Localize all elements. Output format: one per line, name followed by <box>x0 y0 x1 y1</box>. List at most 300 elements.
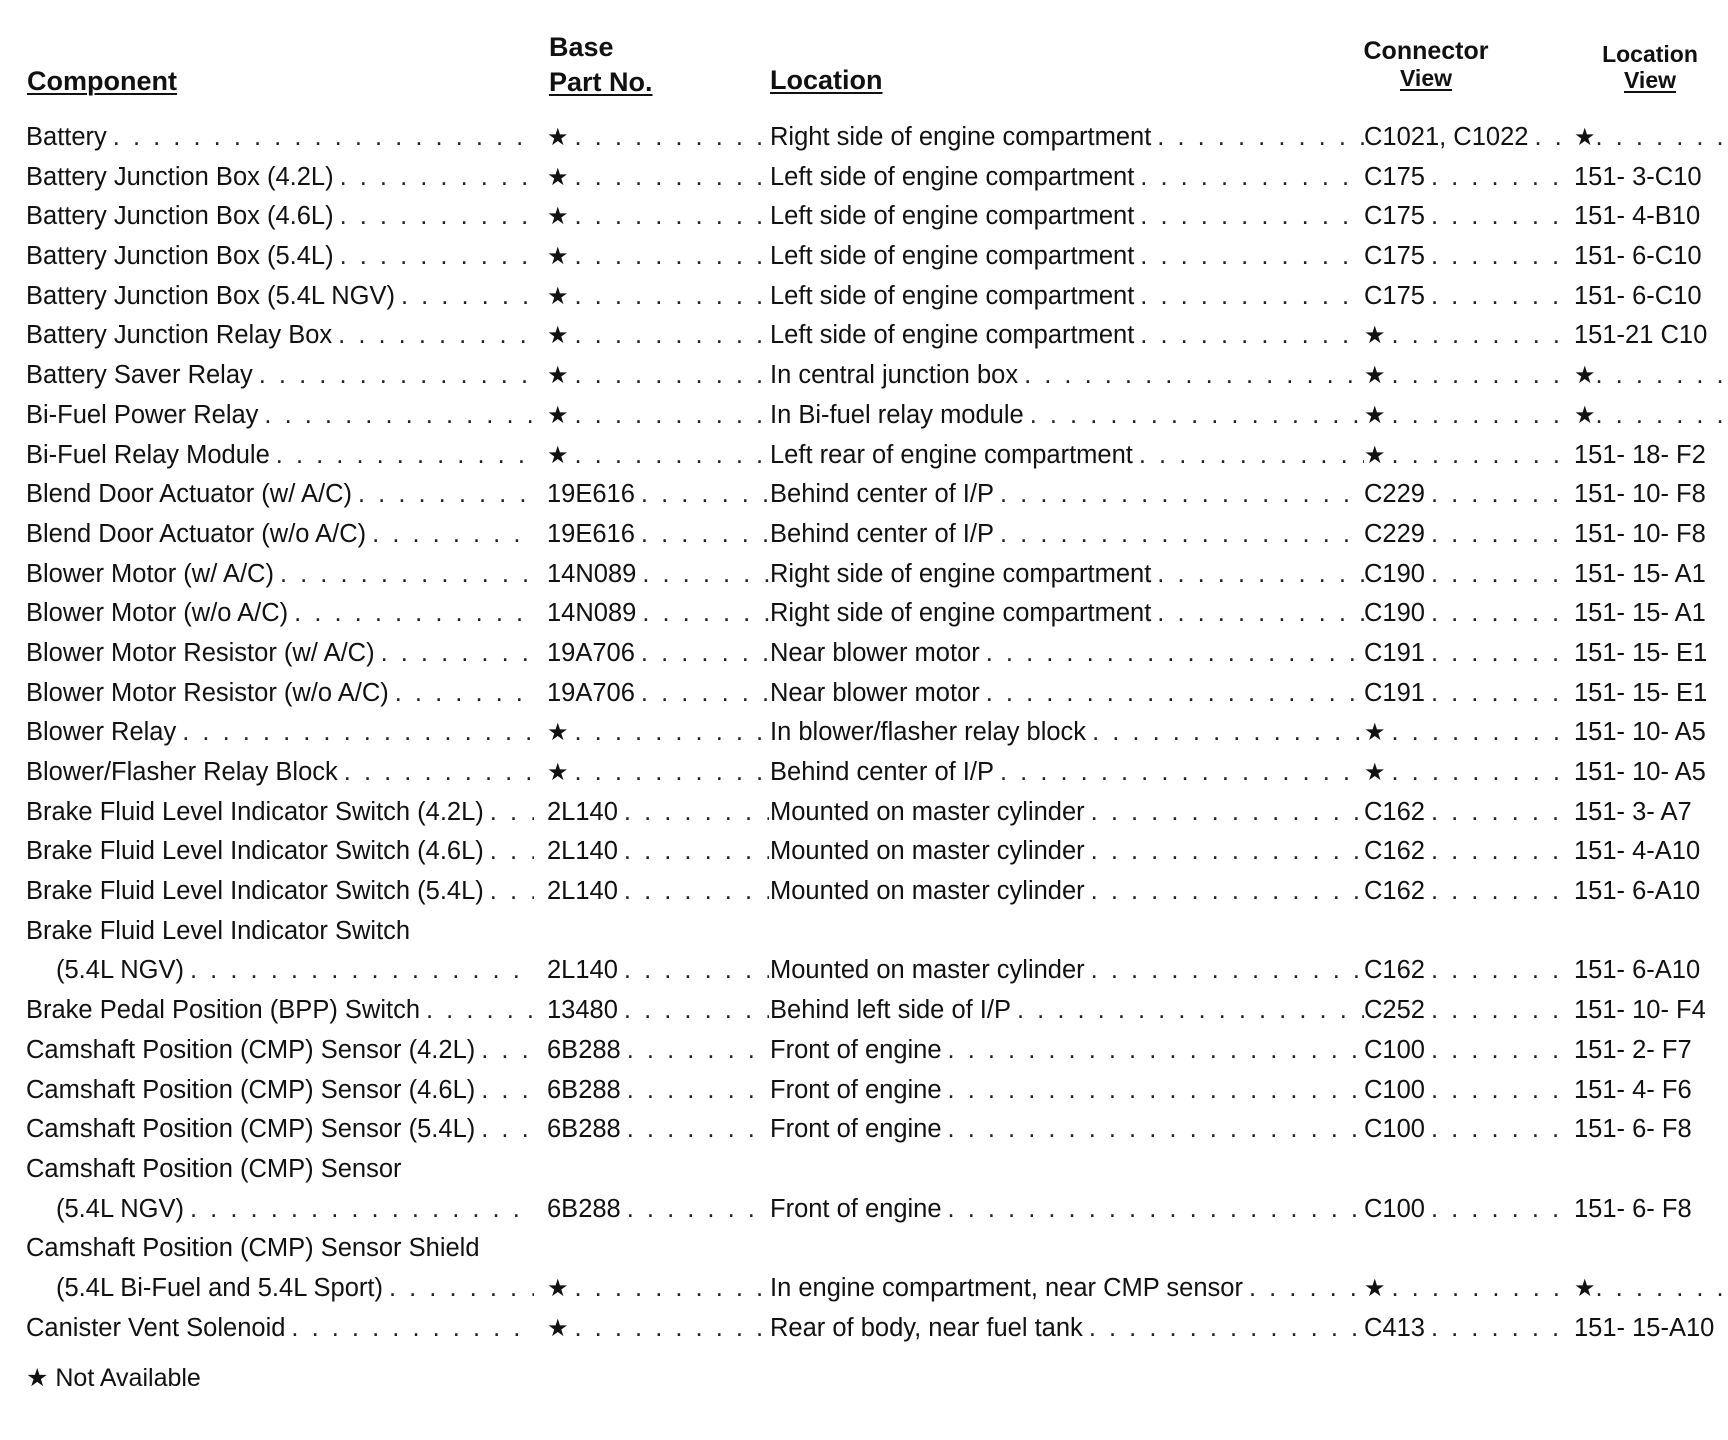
dot-leader <box>1392 356 1576 396</box>
connector-view-cell <box>1364 1071 1576 1111</box>
location-view-cell-text: 151- 4-B10 <box>1574 197 1700 237</box>
connector-view-cell <box>1364 991 1576 1031</box>
location-view-cell <box>1574 515 1728 555</box>
dot-leader <box>291 1309 534 1349</box>
location-cell <box>770 832 1364 872</box>
location-view-cell-text: 151- 10- F4 <box>1574 991 1706 1031</box>
dot-leader <box>1431 1071 1576 1111</box>
dot-leader <box>624 832 769 872</box>
dot-leader <box>426 991 534 1031</box>
part-number-cell-text: ★ <box>547 277 575 317</box>
location-cell-text: Left side of engine compartment <box>770 158 1140 198</box>
location-cell <box>770 1031 1364 1071</box>
location-cell <box>770 1269 1364 1309</box>
table-row <box>0 1071 1728 1111</box>
location-view-cell-text: ★ <box>1574 356 1596 396</box>
location-cell-text: Front of engine <box>770 1110 948 1150</box>
location-view-cell <box>1574 951 1728 991</box>
part-number-cell-text: 14N089 <box>547 555 642 595</box>
dot-leader <box>948 1190 1364 1230</box>
location-cell <box>770 674 1364 714</box>
dot-leader <box>344 753 534 793</box>
location-cell <box>770 951 1364 991</box>
location-view-cell-text: 151- 6-C10 <box>1574 277 1702 317</box>
location-cell <box>770 713 1364 753</box>
location-cell <box>770 356 1364 396</box>
table-row <box>0 316 1728 356</box>
part-number-cell-text: ★ <box>547 1269 575 1309</box>
location-view-cell <box>1574 197 1728 237</box>
component-cell <box>26 1309 534 1349</box>
table-row <box>0 356 1728 396</box>
connector-view-cell-text: C229 <box>1364 515 1431 555</box>
location-cell <box>770 277 1364 317</box>
location-cell-text: Mounted on master cylinder <box>770 872 1091 912</box>
component-cell-text: Battery Junction Box (4.2L) <box>26 158 340 198</box>
dot-leader <box>1392 436 1576 476</box>
component-cell <box>26 396 534 436</box>
dot-leader <box>1392 316 1576 356</box>
connector-view-cell <box>1364 1150 1576 1190</box>
component-cell <box>26 555 534 595</box>
dot-leader <box>1089 1309 1364 1349</box>
location-cell-text: Right side of engine compartment <box>770 118 1157 158</box>
dot-leader <box>1140 237 1364 277</box>
dot-leader <box>641 674 769 714</box>
connector-view-cell-text: C252 <box>1364 991 1431 1031</box>
component-cell-text: Camshaft Position (CMP) Sensor (5.4L) <box>26 1110 481 1150</box>
location-cell-text: Front of engine <box>770 1071 948 1111</box>
header-locview-line2: View <box>1624 67 1676 93</box>
dot-leader <box>113 118 534 158</box>
dot-leader <box>624 793 769 833</box>
dot-leader <box>1140 158 1364 198</box>
table-row <box>0 951 1728 991</box>
component-cell-text: Camshaft Position (CMP) Sensor <box>26 1150 408 1190</box>
location-view-cell-text: ★ <box>1574 396 1596 436</box>
dot-leader <box>1392 753 1576 793</box>
location-view-cell-text: 151- 15- A1 <box>1574 594 1706 634</box>
dot-leader <box>641 475 769 515</box>
part-number-cell <box>547 118 769 158</box>
part-number-cell-text: 19A706 <box>547 634 641 674</box>
location-cell <box>770 793 1364 833</box>
location-cell-text: Right side of engine compartment <box>770 594 1157 634</box>
component-cell <box>26 832 534 872</box>
part-number-cell <box>547 475 769 515</box>
location-view-cell <box>1574 832 1728 872</box>
dot-leader <box>294 594 534 634</box>
connector-view-cell <box>1364 753 1576 793</box>
connector-view-cell-text: ★ <box>1364 753 1392 793</box>
connector-view-cell-text: C190 <box>1364 594 1431 634</box>
dot-leader <box>1157 594 1364 634</box>
dot-leader <box>1596 356 1728 396</box>
dot-leader <box>481 1071 534 1111</box>
part-number-cell <box>547 1071 769 1111</box>
location-cell-text: Behind center of I/P <box>770 515 1000 555</box>
dot-leader <box>1596 396 1728 436</box>
dot-leader <box>1596 118 1728 158</box>
part-number-cell <box>547 951 769 991</box>
part-number-cell-text: 19E616 <box>547 475 641 515</box>
footnote-not-available: ★ Not Available <box>26 1364 201 1392</box>
dot-leader <box>948 1071 1364 1111</box>
location-view-cell-text: 151- 3-C10 <box>1574 158 1702 198</box>
header-connector-line2: View <box>1400 65 1452 91</box>
part-number-cell-text: ★ <box>547 356 575 396</box>
dot-leader <box>1140 277 1364 317</box>
connector-view-cell <box>1364 713 1576 753</box>
connector-view-cell <box>1364 555 1576 595</box>
table-row <box>0 991 1728 1031</box>
connector-view-cell-text: C175 <box>1364 158 1431 198</box>
location-view-cell <box>1574 316 1728 356</box>
component-cell-text: (5.4L NGV) <box>56 1190 190 1230</box>
header-base-line1: Base <box>549 32 614 62</box>
component-cell <box>26 1229 534 1269</box>
connector-view-cell-text: C100 <box>1364 1071 1431 1111</box>
location-view-cell <box>1574 1110 1728 1150</box>
location-view-cell-text: 151- 6- F8 <box>1574 1190 1692 1230</box>
part-number-cell-text: ★ <box>547 316 575 356</box>
part-number-cell <box>547 356 769 396</box>
part-number-cell <box>547 1229 769 1269</box>
part-number-cell <box>547 237 769 277</box>
dot-leader <box>381 634 534 674</box>
component-cell-text: Battery Junction Box (5.4L NGV) <box>26 277 401 317</box>
location-cell <box>770 912 1364 952</box>
connector-view-cell <box>1364 1190 1576 1230</box>
connector-view-cell-text: C191 <box>1364 634 1431 674</box>
location-cell <box>770 555 1364 595</box>
dot-leader <box>1092 713 1364 753</box>
table-row <box>0 555 1728 595</box>
location-view-cell <box>1574 1071 1728 1111</box>
location-cell-text: Front of engine <box>770 1190 948 1230</box>
dot-leader <box>627 1190 769 1230</box>
connector-view-cell-text: ★ <box>1364 356 1392 396</box>
location-cell <box>770 475 1364 515</box>
part-number-cell-text: 2L140 <box>547 872 624 912</box>
component-cell-text: Blend Door Actuator (w/ A/C) <box>26 475 358 515</box>
table-row <box>0 912 1728 952</box>
dot-leader <box>1431 594 1576 634</box>
component-table <box>0 118 1728 1348</box>
location-view-cell <box>1574 356 1728 396</box>
part-number-cell-text: ★ <box>547 118 575 158</box>
connector-view-cell-text: C175 <box>1364 277 1431 317</box>
table-row <box>0 1309 1728 1349</box>
component-cell-text: Brake Fluid Level Indicator Switch <box>26 912 416 952</box>
connector-view-cell-text: C100 <box>1364 1031 1431 1071</box>
table-row <box>0 515 1728 555</box>
connector-view-cell-text: C162 <box>1364 793 1431 833</box>
dot-leader <box>627 1031 769 1071</box>
part-number-cell <box>547 991 769 1031</box>
part-number-cell <box>547 1110 769 1150</box>
location-cell-text: Mounted on master cylinder <box>770 832 1091 872</box>
component-cell-text: Battery <box>26 118 113 158</box>
location-view-cell <box>1574 555 1728 595</box>
table-row <box>0 396 1728 436</box>
dot-leader <box>627 1110 769 1150</box>
component-cell <box>26 634 534 674</box>
location-view-cell <box>1574 594 1728 634</box>
part-number-cell <box>547 436 769 476</box>
connector-view-cell <box>1364 1269 1576 1309</box>
location-cell <box>770 991 1364 1031</box>
component-cell <box>26 197 534 237</box>
connector-view-cell <box>1364 436 1576 476</box>
dot-leader <box>1431 1190 1576 1230</box>
component-cell-text: Camshaft Position (CMP) Sensor (4.6L) <box>26 1071 481 1111</box>
part-number-cell <box>547 197 769 237</box>
dot-leader <box>1024 356 1364 396</box>
component-cell <box>26 872 534 912</box>
location-cell <box>770 1190 1364 1230</box>
dot-leader <box>624 991 769 1031</box>
dot-leader <box>401 277 534 317</box>
component-cell-text: Blower Relay <box>26 713 182 753</box>
connector-view-cell <box>1364 475 1576 515</box>
dot-leader <box>575 356 769 396</box>
component-cell <box>26 793 534 833</box>
dot-leader <box>1157 118 1364 158</box>
component-cell-text: Battery Junction Box (4.6L) <box>26 197 340 237</box>
dot-leader <box>190 1190 534 1230</box>
dot-leader <box>1431 555 1576 595</box>
location-view-cell <box>1574 118 1728 158</box>
connector-view-cell <box>1364 1031 1576 1071</box>
dot-leader <box>641 634 769 674</box>
connector-view-cell-text: C191 <box>1364 674 1431 714</box>
connector-view-cell-text: ★ <box>1364 396 1392 436</box>
dot-leader <box>1249 1269 1364 1309</box>
table-row <box>0 594 1728 634</box>
header-location-view <box>1602 43 1698 92</box>
component-cell-text: Brake Fluid Level Indicator Switch (5.4L) <box>26 872 490 912</box>
part-number-cell <box>547 713 769 753</box>
dot-leader <box>575 1309 769 1349</box>
location-cell <box>770 872 1364 912</box>
location-cell <box>770 1309 1364 1349</box>
connector-view-cell <box>1364 674 1576 714</box>
location-view-cell <box>1574 1150 1728 1190</box>
dot-leader <box>1000 515 1364 555</box>
connector-view-cell-text: C175 <box>1364 237 1431 277</box>
dot-leader <box>1596 1269 1728 1309</box>
location-view-cell-text: ★ <box>1574 1269 1596 1309</box>
connector-view-cell <box>1364 277 1576 317</box>
dot-leader <box>1431 1309 1576 1349</box>
component-cell <box>26 356 534 396</box>
table-row <box>0 197 1728 237</box>
component-cell-text: Blower/Flasher Relay Block <box>26 753 344 793</box>
header-location <box>770 67 883 94</box>
location-view-cell <box>1574 634 1728 674</box>
dot-leader <box>1431 277 1576 317</box>
table-row <box>0 1150 1728 1190</box>
location-view-cell <box>1574 475 1728 515</box>
location-view-cell <box>1574 1269 1728 1309</box>
component-cell-text: Bi-Fuel Relay Module <box>26 436 276 476</box>
location-view-cell <box>1574 674 1728 714</box>
part-number-cell <box>547 158 769 198</box>
component-cell-text: Bi-Fuel Power Relay <box>26 396 264 436</box>
dot-leader <box>259 356 534 396</box>
dot-leader <box>642 594 769 634</box>
connector-view-cell <box>1364 237 1576 277</box>
dot-leader <box>276 436 534 476</box>
location-view-cell <box>1574 1229 1728 1269</box>
location-view-cell-text: 151- 3- A7 <box>1574 793 1692 833</box>
dot-leader <box>575 396 769 436</box>
dot-leader <box>1140 197 1364 237</box>
part-number-cell-text: ★ <box>547 237 575 277</box>
table-row <box>0 1110 1728 1150</box>
component-cell <box>26 674 534 714</box>
location-view-cell <box>1574 713 1728 753</box>
part-number-cell <box>547 594 769 634</box>
dot-leader <box>1431 872 1576 912</box>
part-number-cell-text: 19E616 <box>547 515 641 555</box>
dot-leader <box>575 237 769 277</box>
table-row <box>0 634 1728 674</box>
connector-view-cell <box>1364 912 1576 952</box>
connector-view-cell <box>1364 515 1576 555</box>
component-cell-text: Camshaft Position (CMP) Sensor (4.2L) <box>26 1031 481 1071</box>
dot-leader <box>481 1031 534 1071</box>
location-cell-text: Left side of engine compartment <box>770 237 1140 277</box>
header-locview-line1: Location <box>1602 41 1698 67</box>
location-view-cell-text: 151- 15-A10 <box>1574 1309 1714 1349</box>
location-cell-text: Right side of engine compartment <box>770 555 1157 595</box>
component-cell <box>26 118 534 158</box>
location-view-cell <box>1574 991 1728 1031</box>
connector-view-cell-text: C162 <box>1364 951 1431 991</box>
dot-leader <box>490 872 534 912</box>
header-component-label: Component <box>27 66 177 96</box>
dot-leader <box>575 1269 769 1309</box>
location-cell-text: Near blower motor <box>770 634 986 674</box>
dot-leader <box>1000 475 1364 515</box>
location-view-cell-text: 151- 15- E1 <box>1574 674 1707 714</box>
connector-view-cell <box>1364 1309 1576 1349</box>
location-view-cell-text: 151- 6-A10 <box>1574 951 1700 991</box>
location-cell-text: Left side of engine compartment <box>770 316 1140 356</box>
location-cell <box>770 1229 1364 1269</box>
dot-leader <box>372 515 534 555</box>
location-view-cell-text: 151- 4- F6 <box>1574 1071 1692 1111</box>
connector-view-cell-text: C229 <box>1364 475 1431 515</box>
part-number-cell <box>547 1031 769 1071</box>
dot-leader <box>575 316 769 356</box>
part-number-cell-text: ★ <box>547 436 575 476</box>
location-view-cell <box>1574 436 1728 476</box>
component-cell-text: Camshaft Position (CMP) Sensor Shield <box>26 1229 486 1269</box>
table-row <box>0 277 1728 317</box>
connector-view-cell-text: C162 <box>1364 872 1431 912</box>
connector-view-cell-text: ★ <box>1364 436 1392 476</box>
connector-view-cell-text: C413 <box>1364 1309 1431 1349</box>
component-cell-text: Brake Fluid Level Indicator Switch (4.2L) <box>26 793 490 833</box>
table-row <box>0 475 1728 515</box>
part-number-cell <box>547 1269 769 1309</box>
component-cell <box>26 237 534 277</box>
dot-leader <box>575 197 769 237</box>
location-cell <box>770 634 1364 674</box>
dot-leader <box>1431 475 1576 515</box>
location-view-cell-text: 151- 6-A10 <box>1574 872 1700 912</box>
dot-leader <box>190 951 534 991</box>
location-view-cell-text: 151- 10- F8 <box>1574 475 1706 515</box>
part-number-cell-text: ★ <box>547 753 575 793</box>
component-cell-text: Battery Junction Relay Box <box>26 316 338 356</box>
dot-leader <box>338 316 534 356</box>
table-row <box>0 793 1728 833</box>
location-cell-text: Behind left side of I/P <box>770 991 1017 1031</box>
component-cell <box>26 1031 534 1071</box>
part-number-cell-text: ★ <box>547 1309 575 1349</box>
dot-leader <box>641 515 769 555</box>
component-cell <box>26 316 534 356</box>
connector-view-cell-text: C1021, C1022 <box>1364 118 1534 158</box>
dot-leader <box>481 1110 534 1150</box>
component-cell-text: Blower Motor (w/ A/C) <box>26 555 280 595</box>
location-cell-text: Mounted on master cylinder <box>770 951 1091 991</box>
part-number-cell-text: 6B288 <box>547 1190 627 1230</box>
connector-view-cell <box>1364 356 1576 396</box>
table-row <box>0 118 1728 158</box>
connector-view-cell <box>1364 396 1576 436</box>
connector-view-cell <box>1364 158 1576 198</box>
connector-view-cell <box>1364 951 1576 991</box>
component-cell-text: Blend Door Actuator (w/o A/C) <box>26 515 372 555</box>
location-cell-text: Rear of body, near fuel tank <box>770 1309 1089 1349</box>
location-view-cell-text: 151- 10- A5 <box>1574 713 1706 753</box>
part-number-cell <box>547 555 769 595</box>
component-cell <box>26 158 534 198</box>
location-cell <box>770 753 1364 793</box>
dot-leader <box>948 1031 1364 1071</box>
location-view-cell-text: 151-21 C10 <box>1574 316 1707 356</box>
component-cell-text: Blower Motor (w/o A/C) <box>26 594 294 634</box>
connector-view-cell-text: C175 <box>1364 197 1431 237</box>
dot-leader <box>1091 872 1364 912</box>
part-number-cell <box>547 832 769 872</box>
location-view-cell-text: 151- 15- A1 <box>1574 555 1706 595</box>
location-cell-text: Left rear of engine compartment <box>770 436 1139 476</box>
location-cell <box>770 158 1364 198</box>
dot-leader <box>575 753 769 793</box>
dot-leader <box>1431 951 1576 991</box>
connector-view-cell <box>1364 872 1576 912</box>
table-row <box>0 237 1728 277</box>
dot-leader <box>1431 991 1576 1031</box>
dot-leader <box>986 634 1364 674</box>
component-cell <box>26 1110 534 1150</box>
component-cell <box>56 1190 534 1230</box>
header-base-line2: Part No. <box>549 67 653 97</box>
dot-leader <box>1431 793 1576 833</box>
header-connector-line1: Connector <box>1363 37 1489 65</box>
location-view-cell <box>1574 158 1728 198</box>
location-cell-text: Mounted on master cylinder <box>770 793 1091 833</box>
location-view-cell-text: 151- 15- E1 <box>1574 634 1707 674</box>
component-cell <box>26 912 534 952</box>
location-cell-text: Left side of engine compartment <box>770 197 1140 237</box>
